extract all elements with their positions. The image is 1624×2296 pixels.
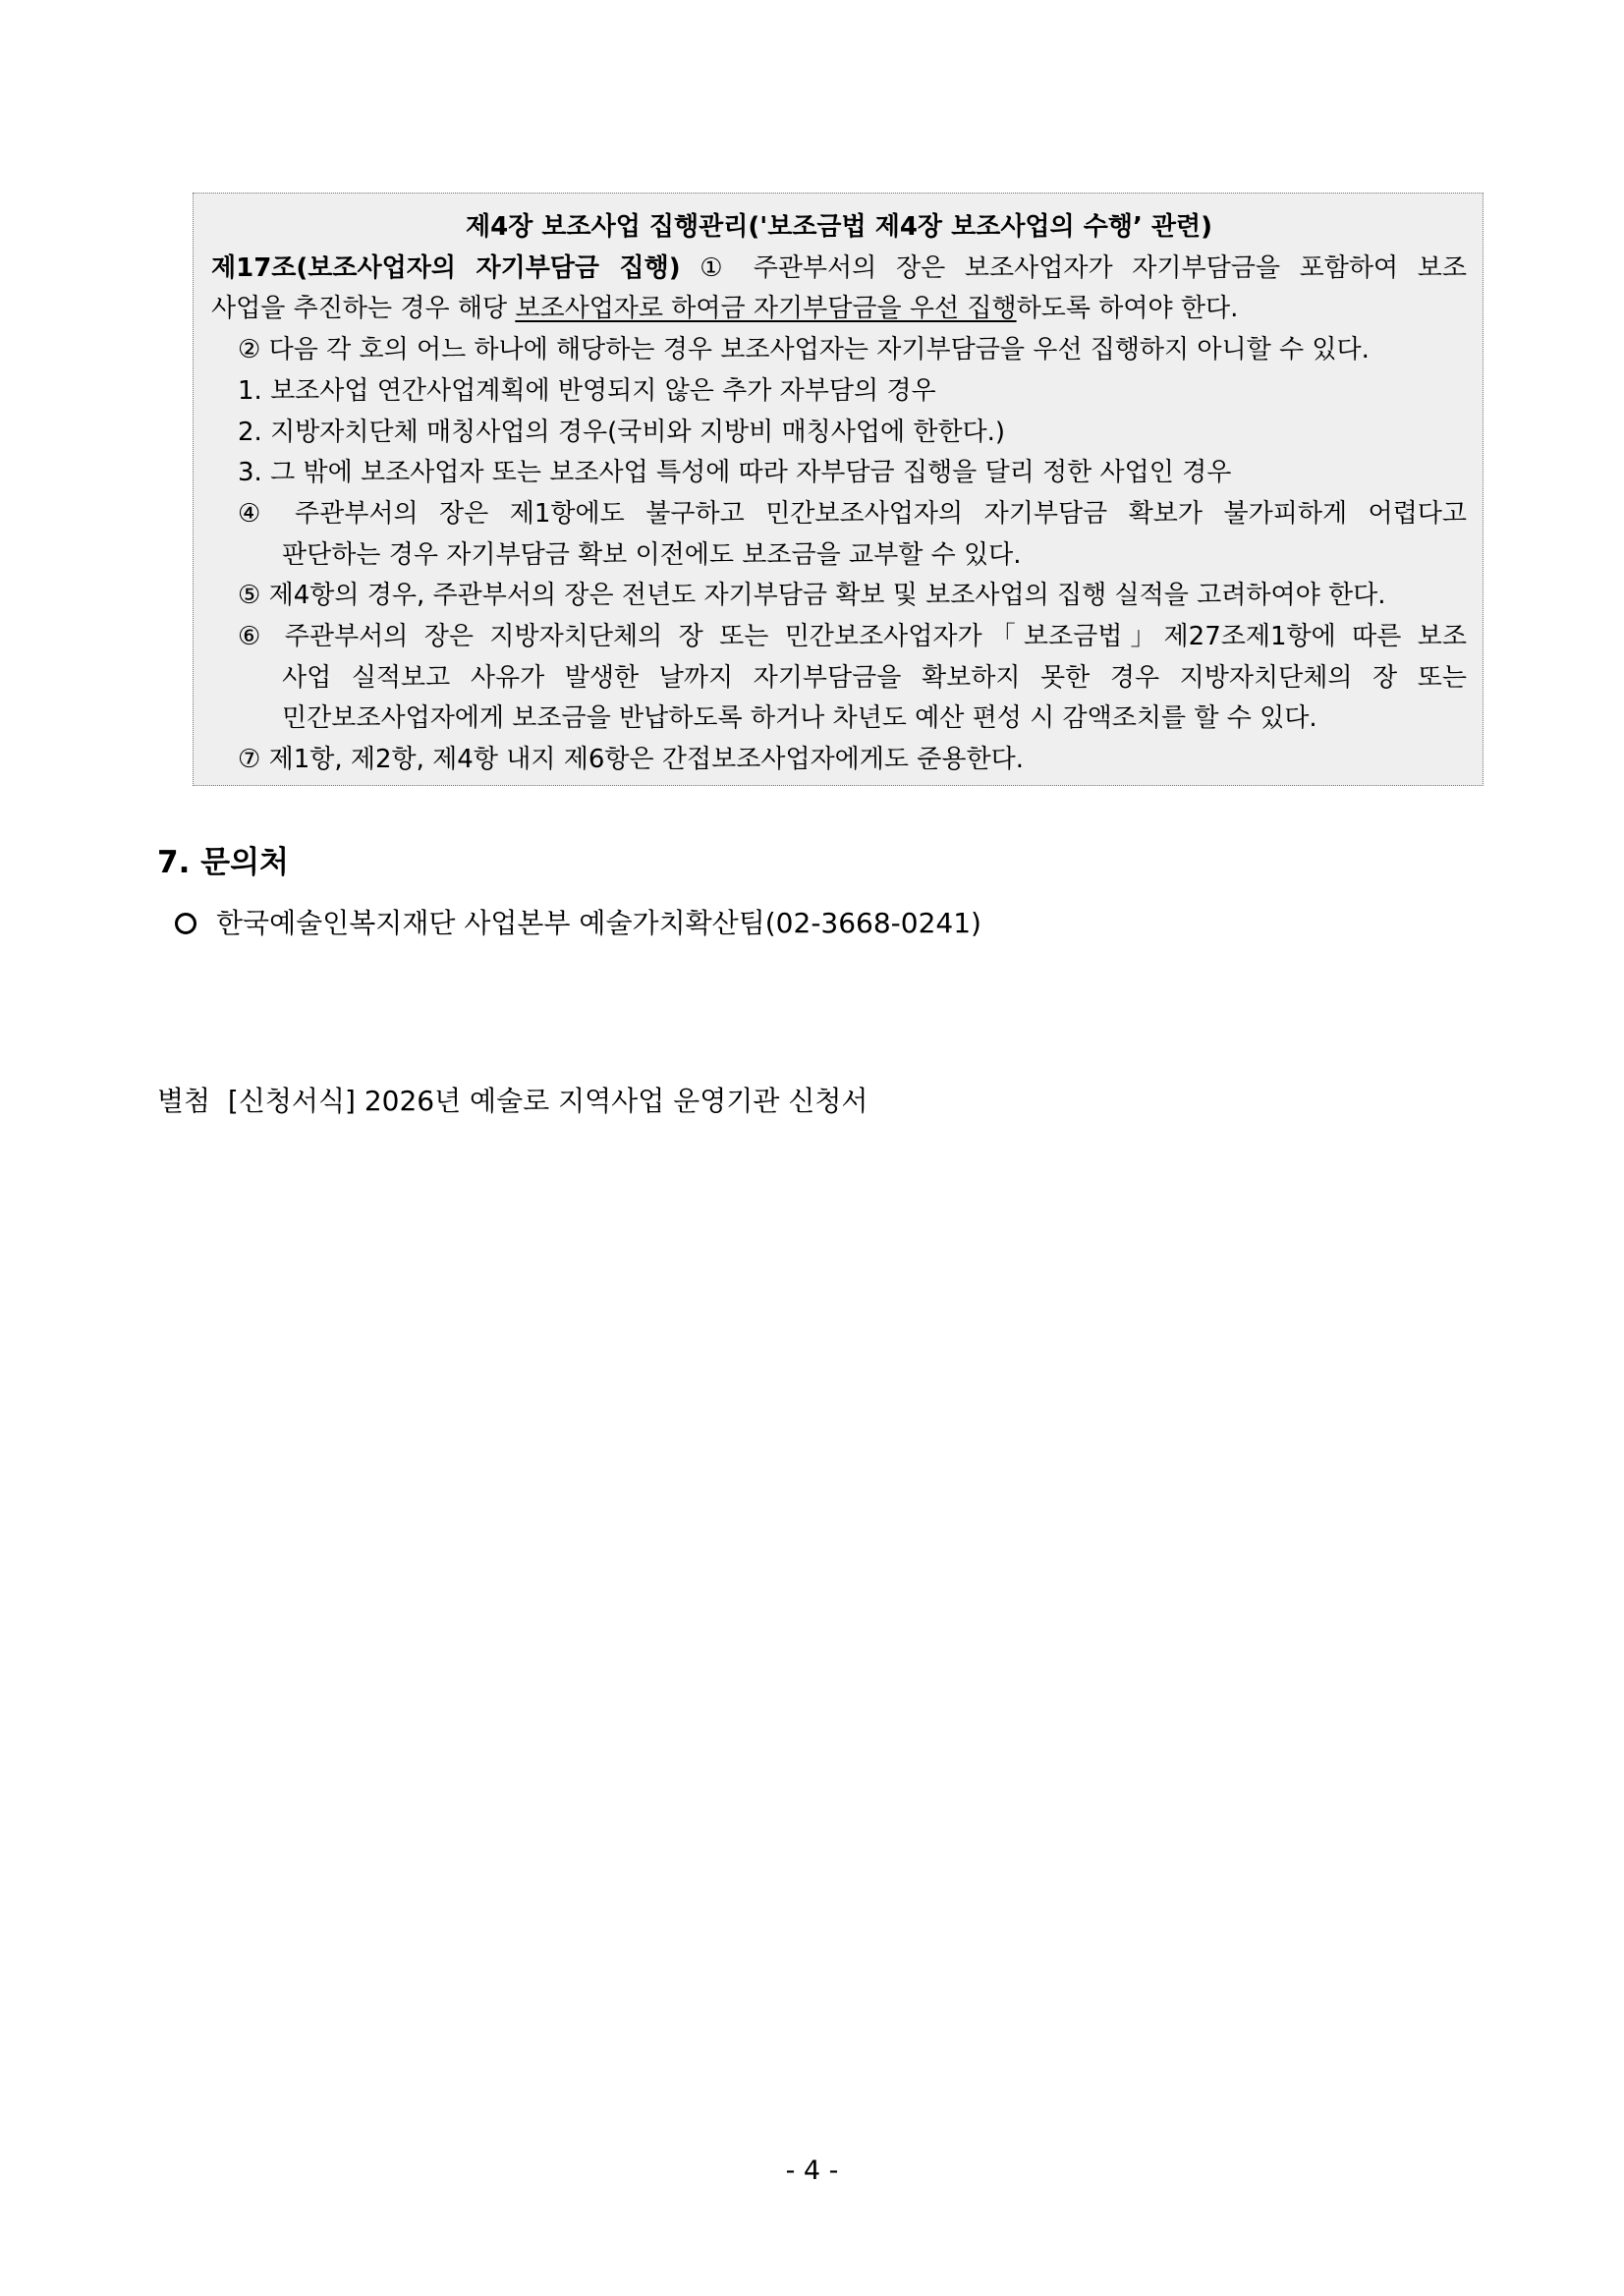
section-title-contact: 7. 문의처 (157, 845, 289, 880)
paragraph-5: ⑤ 제4항의 경우, 주관부서의 장은 전년도 자기부담금 확보 및 보조사업의 집행 실적을 고려하여야 한다. (238, 581, 1386, 611)
item-2: 2. 지방자치단체 매칭사업의 경우(국비와 지방비 매칭사업에 한한다.) (238, 417, 1006, 447)
paragraph-4-line-2: 판단하는 경우 자기부담금 확보 이전에도 보조금을 교부할 수 있다. (282, 539, 1022, 570)
contact-line (175, 902, 981, 941)
attachment-line: 별첨 [신청서식] 2026년 예술로 지역사업 운영기관 신청서 (157, 1085, 868, 1117)
paragraph-6-line-2: 사업 실적보고 사유가 발생한 날까지 자기부담금을 확보하지 못한 경우 지방자치단체의 장 또는 (282, 662, 1467, 693)
page-number: - 4 - (785, 2156, 839, 2186)
article-first-line-text: ① 주관부서의 장은 보조사업자가 자기부담금을 포함하여 보조 (680, 252, 1467, 283)
paragraph-6-line-3: 민간보조사업자에게 보조금을 반납하도록 하거나 차년도 예산 편성 시 감액조치를 할 수 있다. (282, 703, 1317, 734)
item-3: 3. 그 밖에 보조사업자 또는 보조사업 특성에 따라 자부담금 집행을 달리 정한 사업인 경우 (238, 458, 1232, 488)
paragraph-4-line-1: ④ 주관부서의 장은 제1항에도 불구하고 민간보조사업자의 자기부담금 확보가 불가피하게 어렵다고 (238, 498, 1467, 529)
contact-text: 한국예술인복지재단 사업본부 예술가치확산팀(02-3668-0241) (216, 907, 981, 939)
circle-bullet-icon (175, 913, 196, 934)
article-second-line-post: 하도록 하여야 한다. (1016, 294, 1239, 324)
article-title: 제17조(보조사업자의 자기부담금 집행) (211, 252, 681, 283)
paragraph-2: ② 다음 각 호의 어느 하나에 해당하는 경우 보조사업자는 자기부담금을 우선 집행하지 아니할 수 있다. (238, 335, 1370, 365)
article-second-line-pre: 사업을 추진하는 경우 해당 (211, 294, 516, 324)
article-second-line (211, 289, 1467, 330)
item-1: 1. 보조사업 연간사업계획에 반영되지 않은 추가 자부담의 경우 (238, 375, 936, 406)
chapter-heading: 제4장 보조사업 집행관리('보조금법 제4장 보조사업의 수행’ 관련) (466, 212, 1212, 242)
underlined-phrase: 보조사업자로 하여금 자기부담금을 우선 집행 (515, 294, 1017, 324)
paragraph-6-line-1: ⑥ 주관부서의 장은 지방자치단체의 장 또는 민간보조사업자가「보조금법」제27조제1항에 따른 보조 (238, 622, 1467, 652)
paragraph-7: ⑦ 제1항, 제2항, 제4항 내지 제6항은 간접보조사업자에게도 준용한다. (238, 745, 1025, 775)
regulation-excerpt-box (193, 193, 1484, 786)
article-first-line (211, 249, 1467, 290)
